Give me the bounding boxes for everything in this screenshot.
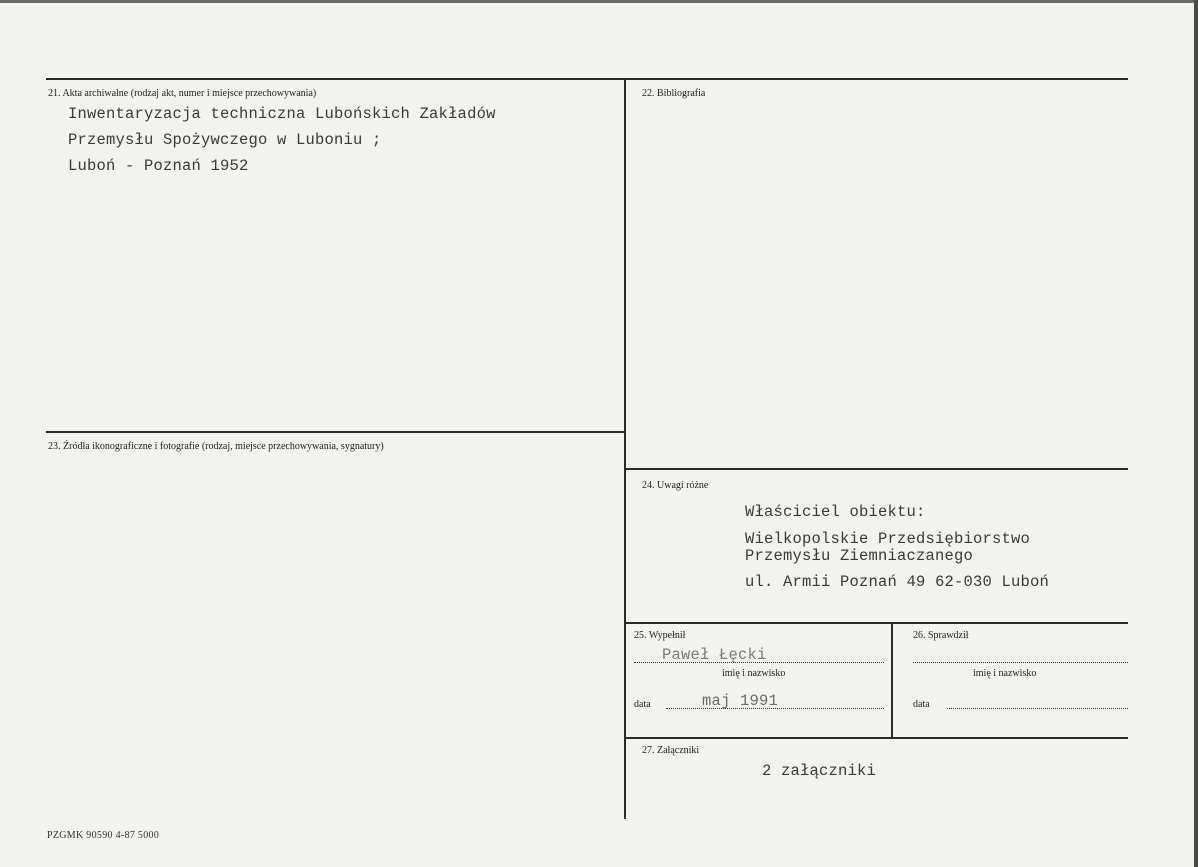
section-24-label: 24. Uwagi różne	[642, 480, 709, 491]
center-divider	[624, 79, 626, 819]
filled-by-date: maj 1991	[702, 692, 779, 710]
filled-by-date-label: data	[634, 699, 651, 710]
print-code: PZGMK 90590 4-87 5000	[47, 830, 160, 841]
top-scan-edge	[0, 0, 1198, 3]
checked-by-date-line	[947, 708, 1128, 709]
checked-by-name-caption: imię i nazwisko	[973, 668, 1037, 679]
rule-22-24	[626, 468, 1128, 470]
rule-21-23	[46, 431, 624, 433]
section-21-line-2: Przemysłu Spożywczego w Luboniu ;	[68, 131, 382, 149]
rule-25-27	[626, 737, 1128, 739]
section-21-label: 21. Akta archiwalne (rodzaj akt, numer i miejsce przechowywania)	[48, 88, 317, 99]
section-25-label: 25. Wypełnił	[634, 630, 686, 641]
checked-by-date-label: data	[913, 699, 930, 710]
filled-by-name-caption: imię i nazwisko	[722, 668, 786, 679]
section-22-label: 22. Bibliografia	[642, 88, 706, 99]
attachments-value: 2 załączniki	[762, 762, 877, 780]
owner-address: ul. Armii Poznań 49 62-030 Luboń	[745, 573, 1050, 591]
filled-by-name-line	[634, 662, 884, 663]
filled-by-name: Paweł Łęcki	[662, 646, 767, 664]
section-27-label: 27. Załączniki	[642, 745, 700, 756]
owner-name-line-1: Wielkopolskie Przedsiębiorstwo	[745, 530, 1031, 548]
section-23-label: 23. Źródła ikonograficzne i fotografie (rodzaj, miejsce przechowywania, sygnatury)	[48, 441, 384, 452]
filled-by-date-line	[666, 708, 884, 709]
checked-by-name-line	[913, 662, 1128, 663]
owner-name-line-2: Przemysłu Ziemniaczanego	[745, 547, 974, 565]
rule-24-25	[626, 622, 1128, 624]
section-21-line-3: Luboń - Poznań 1952	[68, 157, 249, 175]
top-rule	[46, 78, 1128, 80]
divider-25-26	[891, 623, 893, 738]
owner-heading: Właściciel obiektu:	[745, 503, 926, 521]
right-scan-edge	[1194, 0, 1198, 867]
section-21-line-1: Inwentaryzacja techniczna Lubońskich Zakładów	[68, 105, 496, 123]
section-26-label: 26. Sprawdził	[913, 630, 969, 641]
